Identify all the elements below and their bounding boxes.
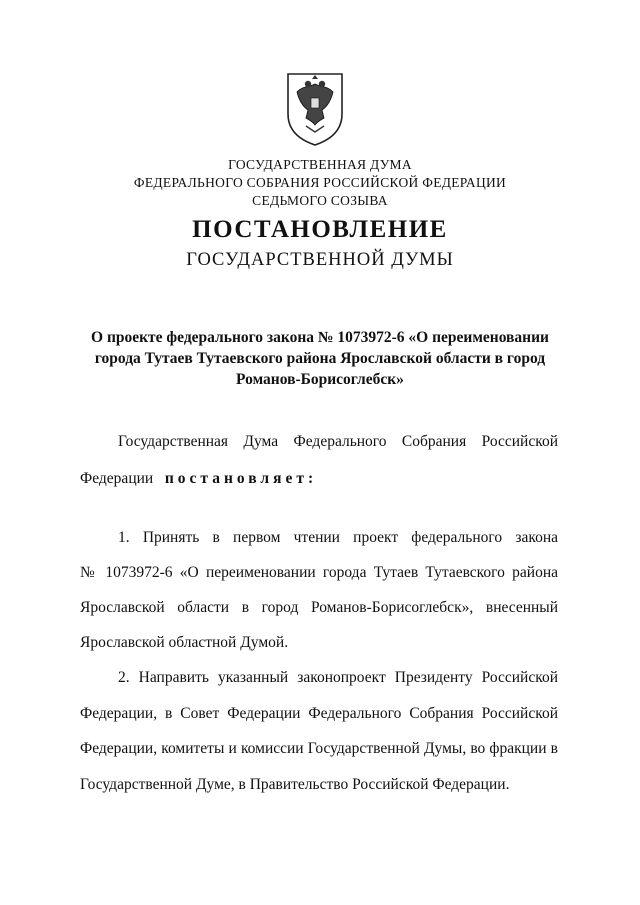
preamble-line-1: Государственная Дума Федерального Собрания Российской <box>118 433 558 450</box>
document-title: ПОСТАНОВЛЕНИЕ <box>192 216 448 243</box>
item1-line-2: № 1073972-6 «О переименовании города Тутаев Тутаевского района <box>80 564 558 581</box>
item2-line-1: 2. Направить указанный законопроект Президенту Российской <box>118 669 558 686</box>
coat-of-arms-emblem <box>284 70 346 148</box>
subject-line-2: города Тутаев Тутаевского района Ярославской области в город <box>94 350 546 367</box>
item1-line-4: Ярославской областной Думой. <box>80 634 289 651</box>
item1-line-1: 1. Принять в первом чтении проект федерального закона <box>118 529 558 546</box>
item2-line-3: Федерации, комитеты и комиссии Государственной Думы, во фракции в <box>80 740 558 757</box>
document-subtitle: ГОСУДАРСТВЕННОЙ ДУМЫ <box>186 250 454 270</box>
item2-line-4: Государственной Думе, в Правительство Российской Федерации. <box>80 776 510 793</box>
header-federal-assembly: ФЕДЕРАЛЬНОГО СОБРАНИЯ РОССИЙСКОЙ ФЕДЕРАЦИИ <box>133 175 507 190</box>
header-convocation: СЕДЬМОГО СОЗЫВА <box>252 193 388 208</box>
subject-line-3: Романов-Борисоглебск» <box>236 371 404 388</box>
header-duma: ГОСУДАРСТВЕННАЯ ДУМА <box>228 157 412 172</box>
item1-line-3: Ярославской области в город Романов-Борисоглебск», внесенный <box>80 599 558 616</box>
preamble-resolves: постановляет: <box>164 470 318 487</box>
preamble-federation: Федерации <box>80 470 154 487</box>
item2-line-2: Федерации, в Совет Федерации Федерального Собрания Российской <box>80 705 558 722</box>
subject-line-1: О проекте федерального закона № 1073972-6 «О переименовании <box>91 329 549 346</box>
preamble-line-2 <box>80 470 317 488</box>
